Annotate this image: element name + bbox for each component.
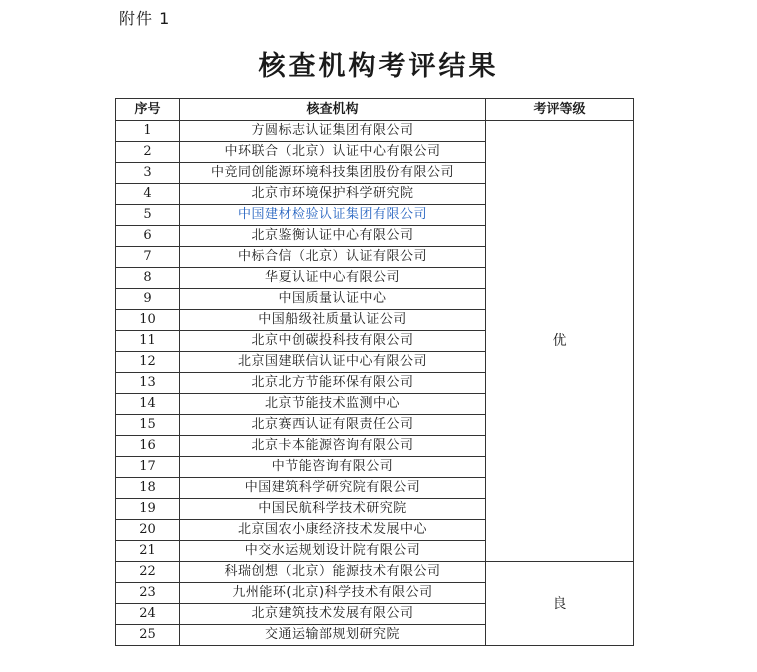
row-organization-name: 中交水运规划设计院有限公司	[180, 541, 486, 562]
row-serial-number: 20	[116, 520, 180, 541]
row-organization-name: 中国建材检验认证集团有限公司	[180, 205, 486, 226]
row-organization-name: 北京鉴衡认证中心有限公司	[180, 226, 486, 247]
header-organization: 核查机构	[180, 99, 486, 121]
row-organization-name: 北京市环境保护科学研究院	[180, 184, 486, 205]
row-organization-name: 中国质量认证中心	[180, 289, 486, 310]
row-serial-number: 1	[116, 121, 180, 142]
row-serial-number: 19	[116, 499, 180, 520]
header-grade: 考评等级	[486, 99, 634, 121]
row-serial-number: 11	[116, 331, 180, 352]
attachment-label: 附件 1	[119, 9, 171, 28]
row-serial-number: 22	[116, 562, 180, 583]
table-row	[116, 562, 634, 583]
row-organization-name: 方圆标志认证集团有限公司	[180, 121, 486, 142]
row-organization-name: 中国民航科学技术研究院	[180, 499, 486, 520]
row-organization-name: 中国船级社质量认证公司	[180, 310, 486, 331]
row-organization-name: 北京国建联信认证中心有限公司	[180, 352, 486, 373]
row-serial-number: 6	[116, 226, 180, 247]
table-header-row	[116, 99, 634, 121]
row-serial-number: 23	[116, 583, 180, 604]
row-grade: 优	[486, 121, 634, 562]
row-organization-name: 科瑞创想（北京）能源技术有限公司	[180, 562, 486, 583]
row-serial-number: 12	[116, 352, 180, 373]
row-serial-number: 9	[116, 289, 180, 310]
document-title: 核查机构考评结果	[258, 51, 499, 82]
table-body	[116, 121, 634, 646]
row-organization-name: 中标合信（北京）认证有限公司	[180, 247, 486, 268]
row-organization-name: 北京北方节能环保有限公司	[180, 373, 486, 394]
row-organization-name: 中国建筑科学研究院有限公司	[180, 478, 486, 499]
row-organization-name: 北京赛西认证有限责任公司	[180, 415, 486, 436]
row-serial-number: 24	[116, 604, 180, 625]
row-serial-number: 3	[116, 163, 180, 184]
row-serial-number: 17	[116, 457, 180, 478]
row-serial-number: 2	[116, 142, 180, 163]
row-organization-name: 北京建筑技术发展有限公司	[180, 604, 486, 625]
table-row	[116, 121, 634, 142]
row-organization-name: 华夏认证中心有限公司	[180, 268, 486, 289]
row-organization-name: 中环联合（北京）认证中心有限公司	[180, 142, 486, 163]
row-organization-name: 九州能环(北京)科学技术有限公司	[180, 583, 486, 604]
row-organization-name: 北京卡本能源咨询有限公司	[180, 436, 486, 457]
row-serial-number: 25	[116, 625, 180, 646]
row-serial-number: 16	[116, 436, 180, 457]
row-serial-number: 7	[116, 247, 180, 268]
row-organization-name: 北京中创碳投科技有限公司	[180, 331, 486, 352]
row-serial-number: 13	[116, 373, 180, 394]
row-serial-number: 4	[116, 184, 180, 205]
row-serial-number: 8	[116, 268, 180, 289]
row-grade: 良	[486, 562, 634, 646]
row-organization-name: 北京国农小康经济技术发展中心	[180, 520, 486, 541]
row-serial-number: 5	[116, 205, 180, 226]
row-organization-name: 中竞同创能源环境科技集团股份有限公司	[180, 163, 486, 184]
row-organization-name: 北京节能技术监测中心	[180, 394, 486, 415]
row-organization-name: 交通运输部规划研究院	[180, 625, 486, 646]
header-serial-number: 序号	[116, 99, 180, 121]
row-organization-name: 中节能咨询有限公司	[180, 457, 486, 478]
row-serial-number: 18	[116, 478, 180, 499]
results-table	[115, 98, 634, 646]
row-serial-number: 10	[116, 310, 180, 331]
row-serial-number: 15	[116, 415, 180, 436]
row-serial-number: 14	[116, 394, 180, 415]
row-serial-number: 21	[116, 541, 180, 562]
